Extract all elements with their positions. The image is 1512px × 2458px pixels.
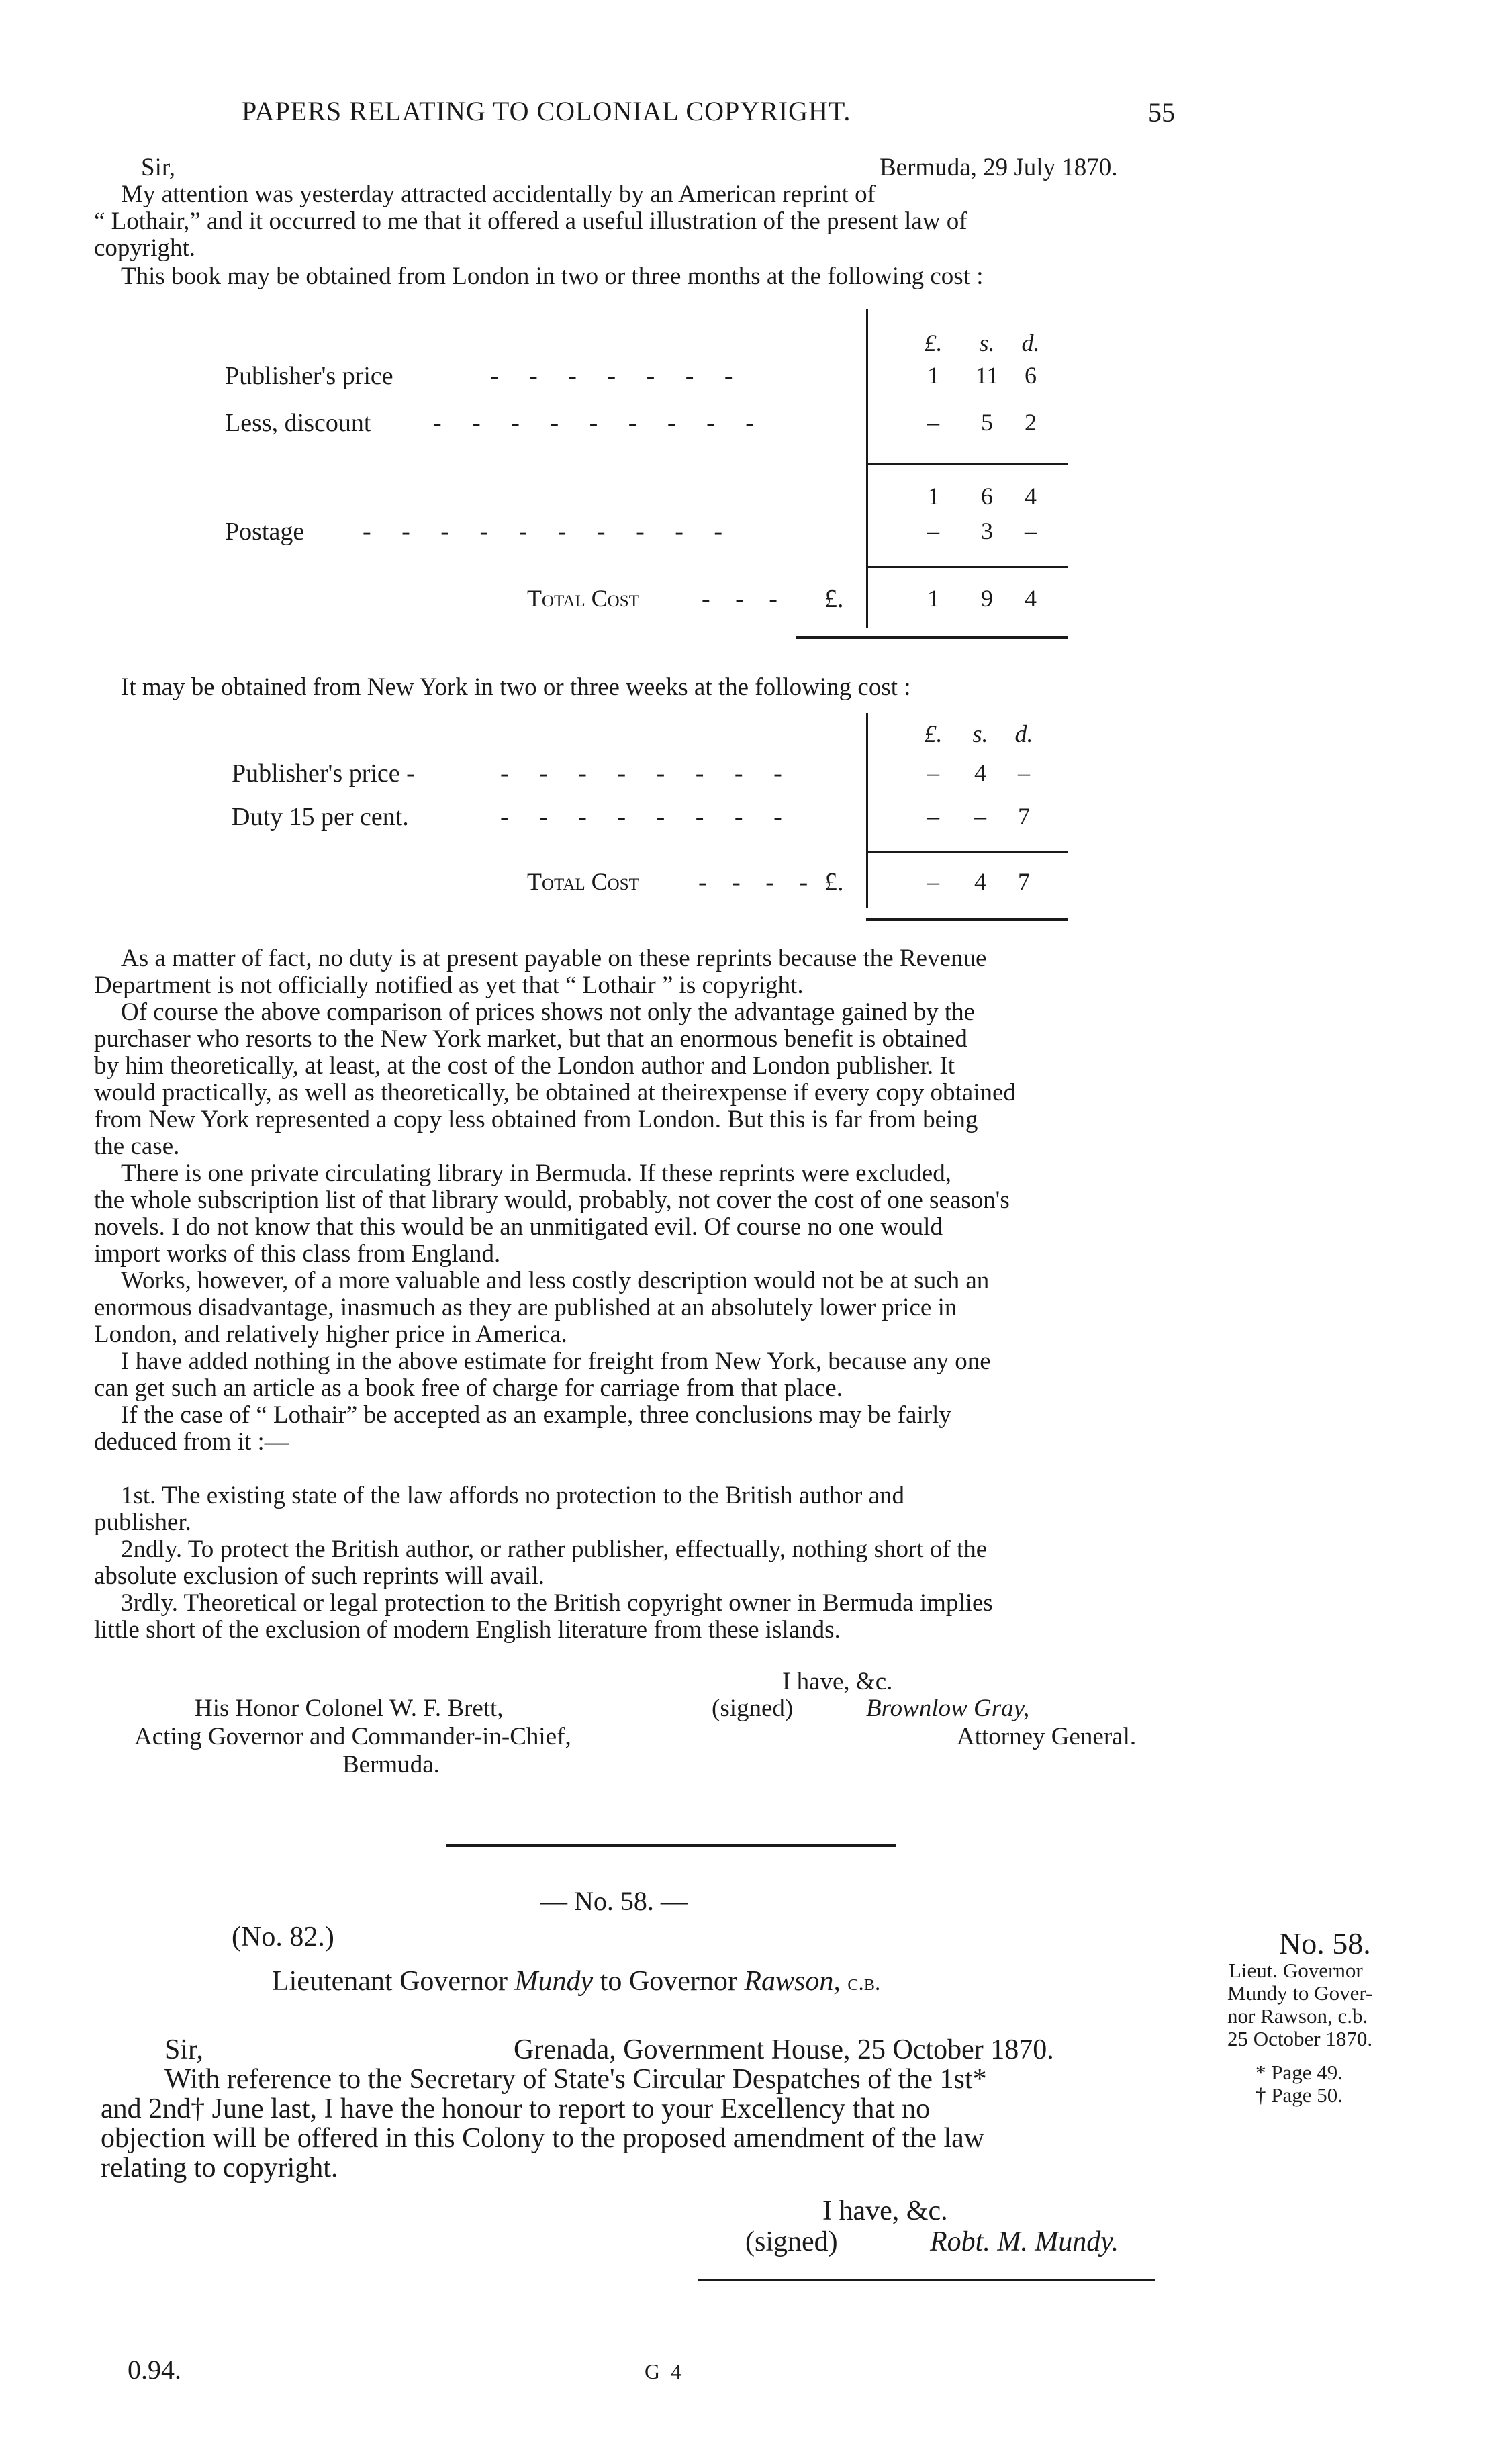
salutation: Sir, <box>141 154 175 181</box>
value-pounds: – <box>927 409 939 436</box>
row-leaders: - - - - - - - - - <box>433 409 766 437</box>
value-pounds: 1 <box>927 362 939 389</box>
page-number: 55 <box>1148 97 1175 128</box>
paragraph-line: by him theoretically, at least, at the cost of the London author and London publisher. It <box>94 1052 955 1080</box>
addressee-line: Acting Governor and Commander-in-Chief, <box>134 1723 571 1750</box>
value-shillings: 5 <box>981 409 993 436</box>
paragraph-line: from New York represented a copy less obtained from London. But this is far from being <box>94 1106 978 1133</box>
value-pence: 2 <box>1025 409 1037 436</box>
dispatch-ref: (No. 82.) <box>232 1922 334 1952</box>
value-shillings: – <box>974 803 986 830</box>
addressee-line: Bermuda. <box>342 1751 440 1779</box>
title-to: Rawson, <box>744 1966 841 1997</box>
place-date: Grenada, Government House, 25 October 1870. <box>514 2034 1054 2065</box>
paragraph-line: objection will be offered in this Colony to the proposed amendment of the law <box>101 2123 985 2154</box>
paragraph-line: deduced from it :— <box>94 1428 289 1456</box>
paragraph-line: Of course the above comparison of prices shows not only the advantage gained by the <box>121 998 976 1026</box>
paragraph-line: copyright. <box>94 234 196 262</box>
signature: Brownlow Gray, <box>866 1695 1030 1722</box>
conclusion-line: publisher. <box>94 1509 191 1536</box>
total-pounds: – <box>927 868 939 895</box>
paragraph-line: import works of this class from England. <box>94 1240 501 1268</box>
col-head-shillings: s. <box>979 330 995 357</box>
conclusion-line: 2ndly. To protect the British author, or rather publisher, effectually, nothing short of the <box>121 1535 988 1563</box>
place-date: Bermuda, 29 July 1870. <box>880 154 1118 181</box>
row-label: Publisher's price - <box>232 759 415 788</box>
paragraph-line: My attention was yesterday attracted accidentally by an American reprint of <box>121 181 876 208</box>
signature: Robt. M. Mundy. <box>930 2226 1119 2257</box>
total-shillings: 4 <box>974 868 986 895</box>
total-label: Total Cost <box>527 585 639 612</box>
col-head-shillings: s. <box>972 720 988 747</box>
paragraph-line: can get such an article as a book free of charge for carriage from that place. <box>94 1374 843 1402</box>
section-divider <box>446 1844 896 1847</box>
row-label: Publisher's price <box>225 362 393 390</box>
margin-footnote: † Page 50. <box>1256 2083 1343 2107</box>
total-rule <box>866 851 1068 853</box>
paragraph-line: Department is not officially notified as yet that “ Lothair ” is copyright. <box>94 972 804 999</box>
margin-line: Lieut. Governor <box>1229 1958 1363 1982</box>
value-pence: 6 <box>1025 362 1037 389</box>
value-pounds: – <box>927 518 939 545</box>
total-currency: £. <box>824 868 844 896</box>
paragraph-line: enormous disadvantage, inasmuch as they are published at an absolutely lower price in <box>94 1294 957 1321</box>
subtotal-pounds: 1 <box>927 483 939 510</box>
col-head-pounds: £. <box>924 720 943 747</box>
row-leaders: - - - - - - - - <box>500 759 794 788</box>
salutation: Sir, <box>164 2034 203 2065</box>
signature-title: Attorney General. <box>957 1723 1137 1750</box>
paragraph-line: the case. <box>94 1133 180 1160</box>
table-vertical-rule <box>866 309 868 628</box>
row-leaders: - - - - - - - - - - <box>363 518 735 546</box>
total-double-rule <box>866 918 1068 921</box>
title-mid: Governor <box>628 1966 737 1997</box>
total-double-rule <box>796 636 1068 639</box>
row-leaders: - - - - - - - <box>490 362 745 390</box>
value-pence: – <box>1025 518 1037 545</box>
conclusion-line: 1st. The existing state of the law affords no protection to the British author and <box>121 1482 904 1509</box>
row-label: Duty 15 per cent. <box>232 803 409 831</box>
total-rule <box>866 566 1068 568</box>
paragraph-line: novels. I do not know that this would be an unmitigated evil. Of course no one would <box>94 1213 943 1241</box>
col-head-pounds: £. <box>924 330 943 357</box>
total-pence: 7 <box>1018 868 1030 895</box>
closing: I have, &c. <box>822 2195 948 2226</box>
paragraph-line: relating to copyright. <box>101 2153 338 2183</box>
paragraph-line: If the case of “ Lothair” be accepted as an example, three conclusions may be fairly <box>121 1401 951 1429</box>
value-shillings: 3 <box>981 518 993 545</box>
value-shillings: 4 <box>974 759 986 786</box>
margin-line: 25 October 1870. <box>1227 2027 1373 2050</box>
dispatch-heading: — No. 58. — <box>540 1886 688 1916</box>
total-leaders: - - - - <box>698 868 818 896</box>
row-label: Less, discount <box>225 409 371 437</box>
dispatch-title <box>272 1966 880 1999</box>
closing-rule <box>698 2279 1155 2281</box>
paragraph-line: would practically, as well as theoretically, be obtained at theirexpense if every copy obtained <box>94 1079 1016 1106</box>
total-shillings: 9 <box>981 585 993 612</box>
value-pence: – <box>1018 759 1030 786</box>
value-pence: 7 <box>1018 803 1030 830</box>
title-from: Mundy <box>514 1966 594 1997</box>
paragraph-line: and 2nd† June last, I have the honour to report to your Excellency that no <box>101 2093 931 2124</box>
subtotal-rule <box>866 463 1068 465</box>
margin-line: Mundy to Gover- <box>1227 1981 1373 2005</box>
paragraph-line: London, and relatively higher price in America. <box>94 1321 567 1348</box>
total-currency: £. <box>824 585 844 613</box>
title-pre: Lieutenant Governor <box>272 1966 508 1997</box>
col-head-pence: d. <box>1021 330 1040 357</box>
paragraph-line: There is one private circulating library in Bermuda. If these reprints were excluded, <box>121 1160 951 1187</box>
paragraph-line: I have added nothing in the above estimate for freight from New York, because any one <box>121 1348 991 1375</box>
margin-line: nor Rawson, c.b. <box>1227 2004 1368 2028</box>
footer-left: 0.94. <box>128 2355 181 2385</box>
conclusion-line: 3rdly. Theoretical or legal protection to the British copyright owner in Bermuda implies <box>121 1589 993 1617</box>
total-leaders: - - - <box>702 585 787 613</box>
row-leaders: - - - - - - - - <box>500 803 794 831</box>
table-vertical-rule <box>866 713 868 908</box>
margin-footnote: * Page 49. <box>1256 2061 1343 2084</box>
row-label: Postage <box>225 518 305 546</box>
conclusion-line: absolute exclusion of such reprints will avail. <box>94 1562 545 1590</box>
paragraph-line: With reference to the Secretary of State's Circular Despatches of the 1st* <box>164 2064 987 2095</box>
subtotal-shillings: 6 <box>981 483 993 510</box>
addressee-line: His Honor Colonel W. F. Brett, <box>195 1695 504 1722</box>
value-shillings: 11 <box>975 362 999 389</box>
total-pounds: 1 <box>927 585 939 612</box>
margin-number: No. 58. <box>1279 1926 1371 1960</box>
conclusion-line: little short of the exclusion of modern English literature from these islands. <box>94 1616 841 1644</box>
value-pounds: – <box>927 803 939 830</box>
total-pence: 4 <box>1025 585 1037 612</box>
total-label: Total Cost <box>527 868 639 895</box>
paragraph-line: As a matter of fact, no duty is at present payable on these reprints because the Revenue <box>121 945 987 972</box>
signed-label: (signed) <box>712 1695 794 1722</box>
paragraph-line: “ Lothair,” and it occurred to me that it offered a useful illustration of the present law of <box>94 207 967 235</box>
value-pounds: – <box>927 759 939 786</box>
paragraph-line: purchaser who resorts to the New York market, but that an enormous benefit is obtained <box>94 1025 967 1053</box>
title-post: c.b. <box>847 1971 881 1995</box>
col-head-pence: d. <box>1014 720 1033 747</box>
running-title: PAPERS RELATING TO COLONIAL COPYRIGHT. <box>242 96 851 126</box>
paragraph-line: Works, however, of a more valuable and less costly description would not be at such an <box>121 1267 990 1294</box>
paragraph-line: This book may be obtained from London in two or three months at the following cost : <box>121 263 984 290</box>
closing: I have, &c. <box>782 1668 893 1695</box>
footer-signature-mark: G 4 <box>645 2359 685 2383</box>
paragraph-line: It may be obtained from New York in two or three weeks at the following cost : <box>121 673 911 701</box>
subtotal-pence: 4 <box>1025 483 1037 510</box>
title-to-word: to <box>600 1966 622 1997</box>
paragraph-line: the whole subscription list of that library would, probably, not cover the cost of one season's <box>94 1186 1010 1214</box>
signed-label: (signed) <box>745 2226 838 2257</box>
